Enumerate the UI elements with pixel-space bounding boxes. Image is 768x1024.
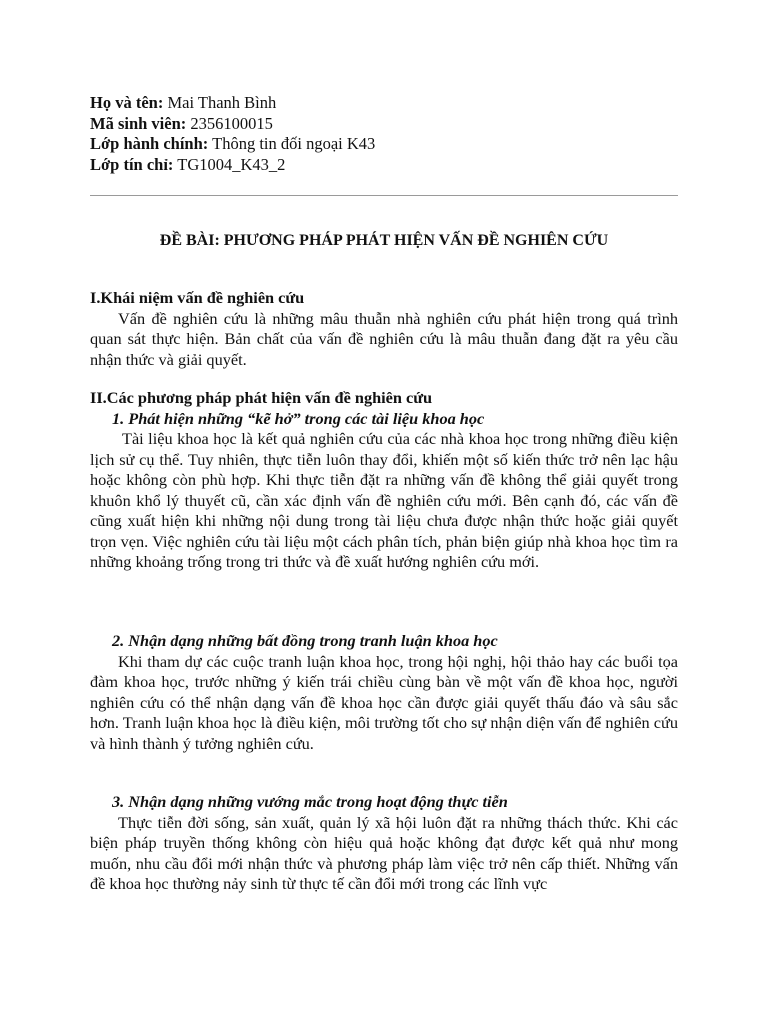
section-2	[90, 388, 678, 573]
student-id-line	[90, 114, 375, 135]
section-1-paragraph: Vấn đề nghiên cứu là những mâu thuẫn nhà nghiên cứu phát hiện trong quá trình quan sát thực hiện. Bản chất của vấn đề nghiên cứu là mâu thuẫn đang đặt ra yêu cầu nhận thức và giải quyết.	[90, 308, 678, 369]
section-1	[90, 288, 678, 370]
student-name-line	[90, 93, 375, 114]
credit-value: TG1004_K43_2	[177, 154, 286, 174]
name-label: Họ và tên:	[90, 93, 164, 112]
section-1-heading: I.Khái niệm vấn đề nghiên cứu	[90, 288, 305, 307]
item-2-paragraph: Khi tham dự các cuộc tranh luận khoa học, trong hội nghị, hội thảo hay các buổi tọa đàm khoa học, trước những ý kiến trái chiều cùng bàn về một vấn đề khoa học, người nghiên cứu có thể nhận dạng vấn đề khoa học cần được giải quyết thấu đáo và sâu sắc hơn. Tranh luận khoa học là điều kiện, môi trường tốt cho sự nhận diện vấn để nghiên cứu và hình thành ý tưởng nghiên cứu.	[90, 651, 678, 753]
id-label: Mã sinh viên:	[90, 113, 187, 133]
divider	[90, 195, 678, 196]
credit-label: Lớp tín chỉ:	[90, 154, 174, 174]
section-2-heading: II.Các phương pháp phát hiện vấn đề nghiên cứu	[90, 388, 433, 407]
class-value: Thông tin đối ngoại K43	[212, 134, 376, 153]
name-value: Mai Thanh Bình	[167, 93, 277, 112]
item-2	[90, 631, 678, 754]
assignment-title: ĐỀ BÀI: PHƯƠNG PHÁP PHÁT HIỆN VẤN ĐỀ NGHIÊN CỨU	[159, 232, 609, 249]
item-1-paragraph: Tài liệu khoa học là kết quả nghiên cứu của các nhà khoa học trong những điều kiện lịch sử cụ thể. Tuy nhiên, thực tiễn luôn thay đổi, khiến một số kiến thức trở nên lạc hậu hoặc không còn phù hợp. Khi thực tiễn đặt ra những vấn đề không thể giải quyết trong khuôn khổ lý thuyết cũ, cần xác định vấn đề nghiên cứu mới. Bên cạnh đó, các vấn đề cũng xuất hiện khi những nội dung trong tài liệu chưa được nhận thức hoặc giải quyết trọn vẹn. Việc nghiên cứu tài liệu một cách phân tích, phản biện giúp nhà khoa học tìm ra những khoảng trống trong tri thức và đề xuất hướng nghiên cứu mới.	[90, 429, 678, 571]
student-info	[90, 93, 375, 175]
item-1-heading: 1. Phát hiện những “kẽ hở” trong các tài liệu khoa học	[112, 408, 485, 428]
admin-class-line	[90, 134, 375, 155]
id-value: 2356100015	[190, 113, 273, 133]
item-3-paragraph: Thực tiễn đời sống, sản xuất, quản lý xã hội luôn đặt ra những thách thức. Khi các biện pháp truyền thống không còn hiệu quả hoặc không đạt được kết quả như mong muốn, nhu cầu đổi mới nhận thức và phương pháp làm việc trở nên cấp thiết. Những vấn đề khoa học thường nảy sinh từ thực tế cần đổi mới trong các lĩnh vực	[90, 812, 678, 893]
item-3-heading: 3. Nhận dạng những vướng mắc trong hoạt động thực tiễn	[112, 792, 508, 811]
credit-class-line	[90, 155, 375, 176]
class-label: Lớp hành chính:	[90, 134, 209, 153]
item-3	[90, 792, 678, 895]
item-2-heading: 2. Nhận dạng những bất đồng trong tranh luận khoa học	[112, 631, 498, 650]
